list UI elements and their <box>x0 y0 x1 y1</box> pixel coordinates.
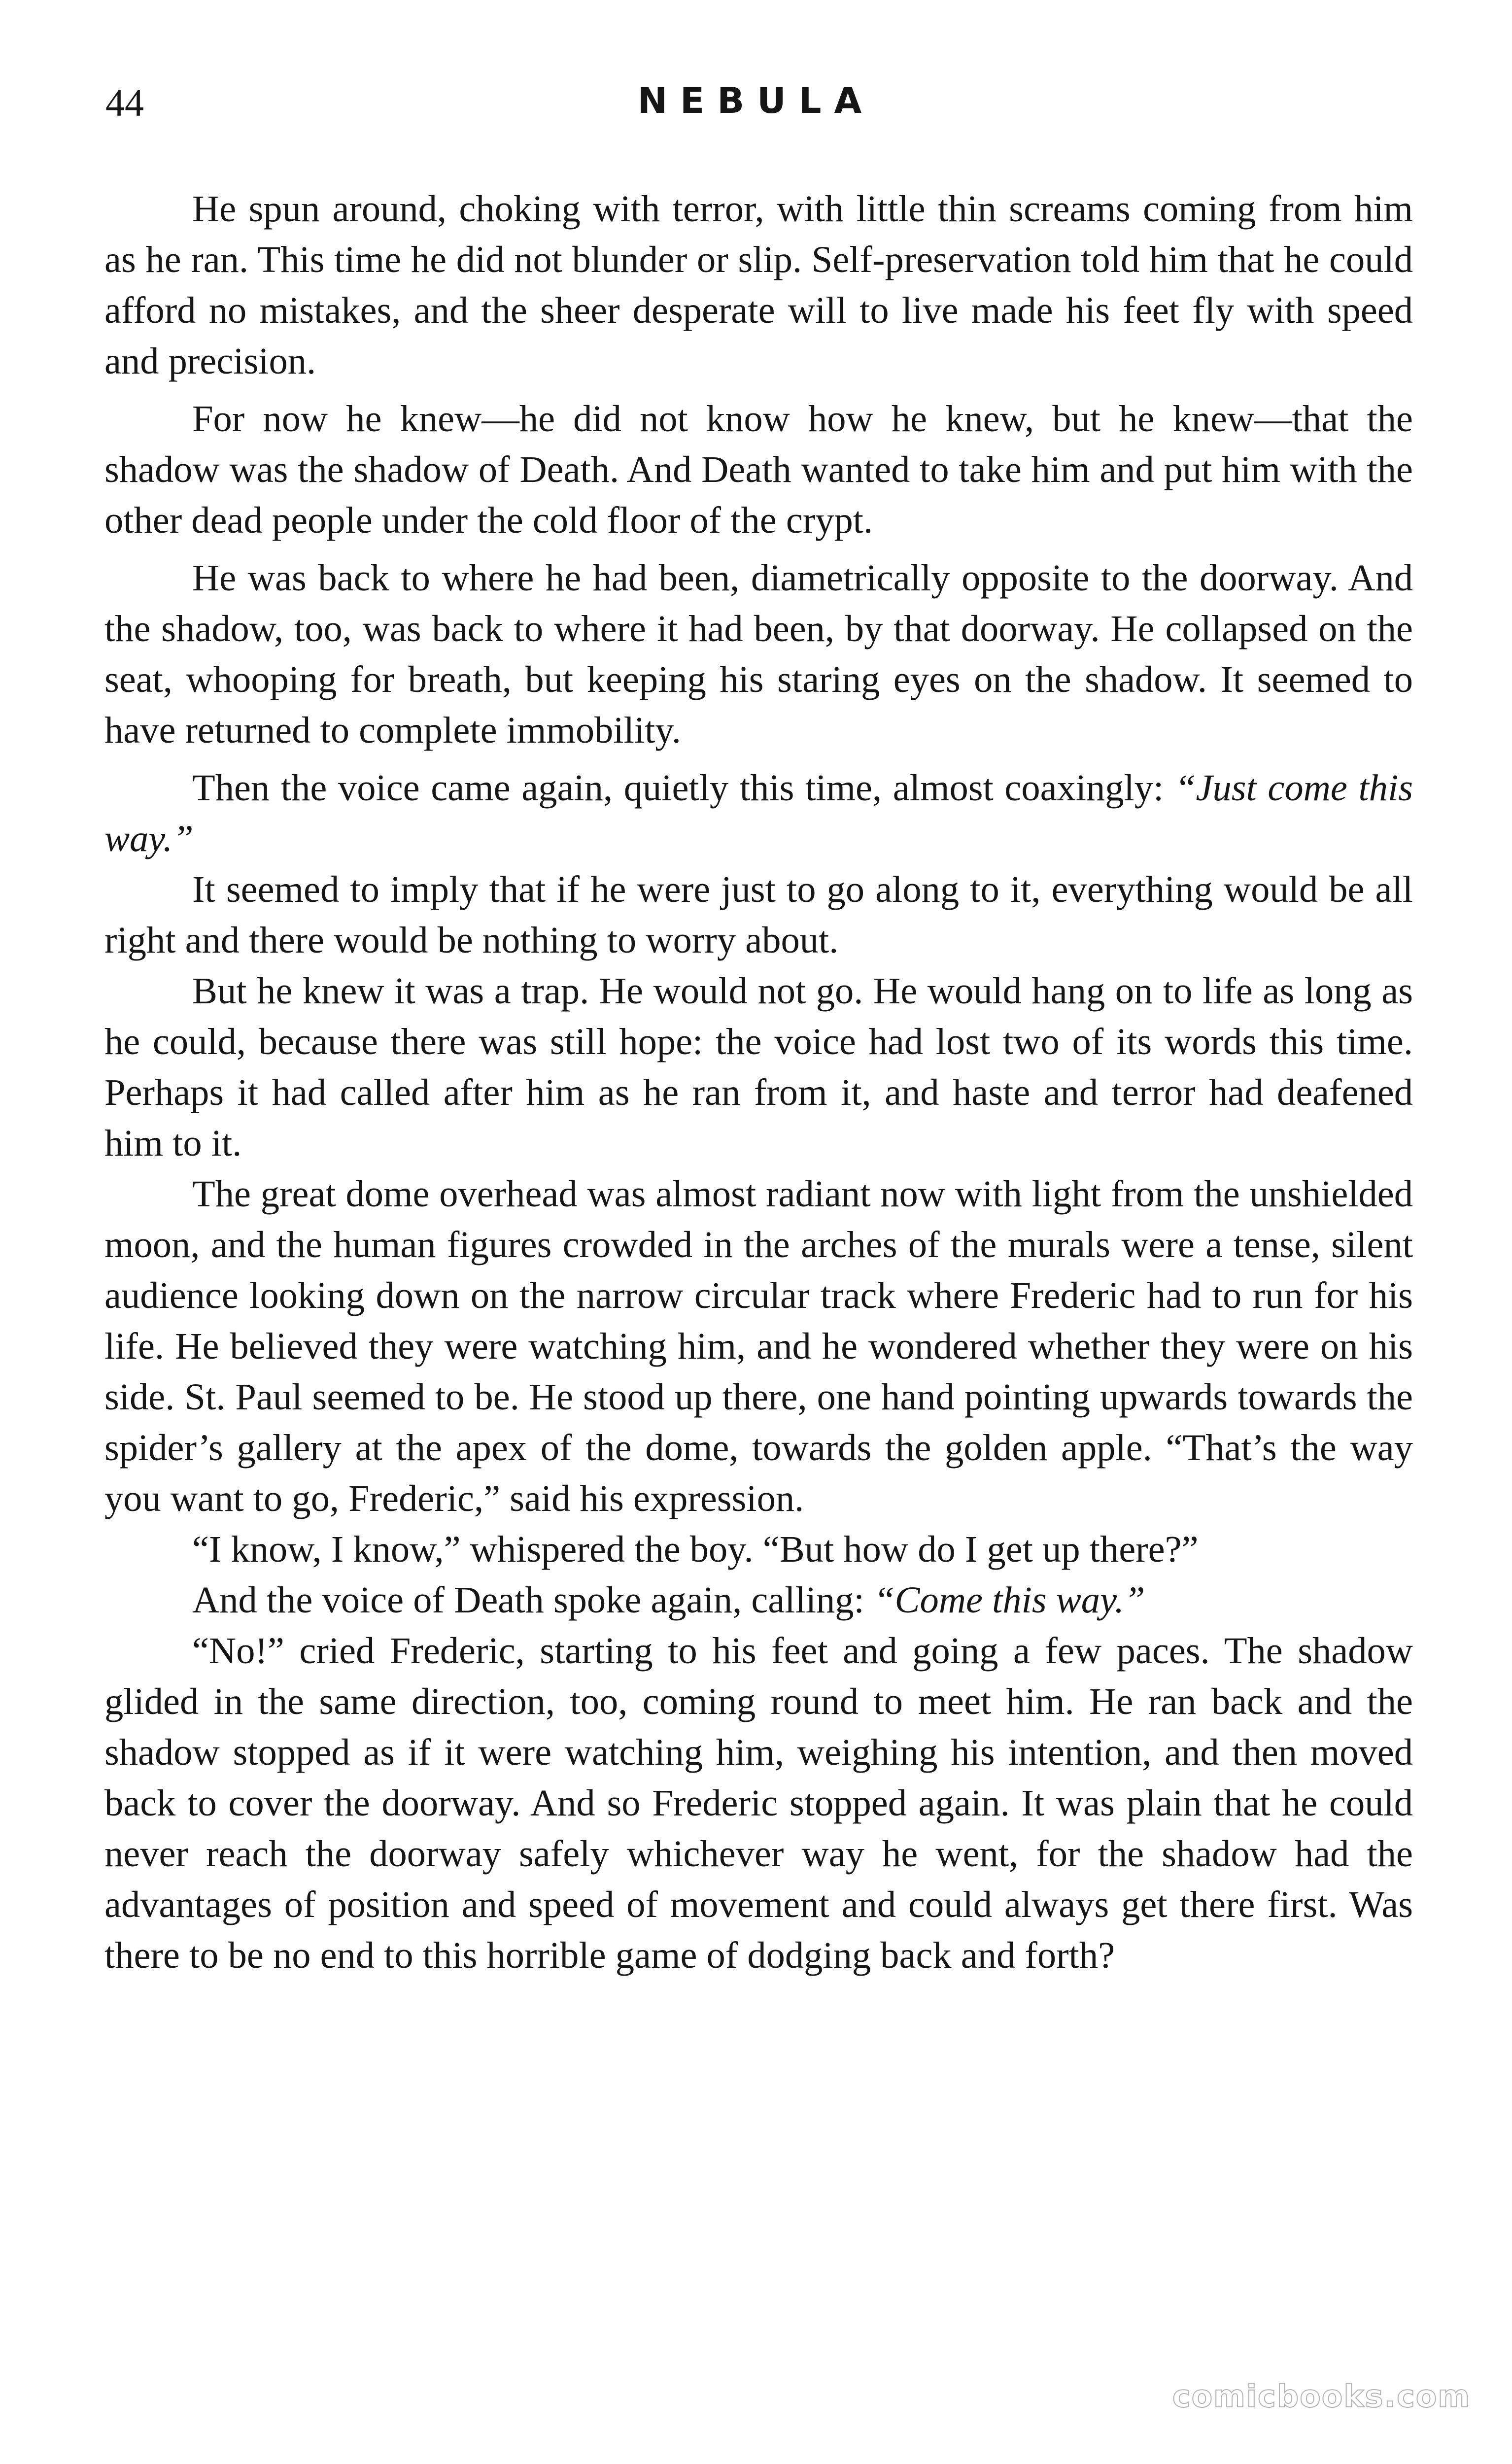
paragraph: “No!” cried Frederic, starting to his feet and going a few paces. The shadow glided in the same direction, too, coming round to meet him. He ran back and the shadow stopped as if it were watching him, weighing his intention, and then moved back to cover the doorway. And so Frederic stopped again. It was plain that he could never reach the doorway safely whichever way he went, for the shadow had the advantages of position and speed of movement and could always get there first. Was there to be no end to this horrible game of dodging back and forth? <box>104 1630 1413 1976</box>
paragraph: “I know, I know,” whispered the boy. “But how do I get up there?” <box>192 1528 1199 1570</box>
paragraph-text: And the voice of Death spoke again, calling: <box>192 1579 864 1621</box>
page-number: 44 <box>105 81 144 124</box>
paragraph: He was back to where he had been, diametrically opposite to the doorway. And the shadow, too, was back to where it had been, by that doorway. He collapsed on the seat, whooping for breath, but keeping his staring eyes on the shadow. It seemed to have returned to complete immobility. <box>104 557 1413 751</box>
quoted-speech: “Just come this way.” <box>104 767 1413 859</box>
paragraph: But he knew it was a trap. He would not go. He would hang on to life as long as he could, because there was still hope: the voice had lost two of its words this time. Perhaps it had called after him as he ran from it, and haste and terror had deafened him to it. <box>104 970 1413 1164</box>
watermark: comicbooks.com <box>1172 2378 1471 2414</box>
body-text <box>104 183 1413 1981</box>
paragraph <box>104 1574 1413 1625</box>
paragraph: The great dome overhead was almost radiant now with light from the unshielded moon, and the human figures crowded in the arches of the murals were a tense, silent audience looking down on the narrow circular track where Frederic had to run for his life. He believed they were watching him, and he wondered whether they were on his side. St. Paul seemed to be. He stood up there, one hand pointing upwards towards the spider’s gallery at the apex of the dome, towards the golden apple. “That’s the way you want to go, Frederic,” said his expression. <box>104 1173 1413 1519</box>
paragraph <box>104 762 1413 864</box>
paragraph: It seemed to imply that if he were just to go along to it, everything would be all right and there would be nothing to worry about. <box>104 868 1413 961</box>
paragraph-text: Then the voice came again, quietly this time, almost coaxingly: <box>192 767 1164 809</box>
paragraph: He spun around, choking with terror, with little thin screams coming from him as he ran. This time he did not blunder or slip. Self-preservation told him that he could afford no mistakes, and the sheer desperate will to live made his feet fly with speed and precision. <box>104 188 1413 382</box>
running-head: NEBULA <box>637 80 875 121</box>
paragraph: For now he knew—he did not know how he knew, but he knew—that the shadow was the shadow of Death. And Death wanted to take him and put him with the other dead people under the cold floor of the crypt. <box>104 398 1413 541</box>
quoted-speech: “Come this way.” <box>873 1579 1145 1621</box>
